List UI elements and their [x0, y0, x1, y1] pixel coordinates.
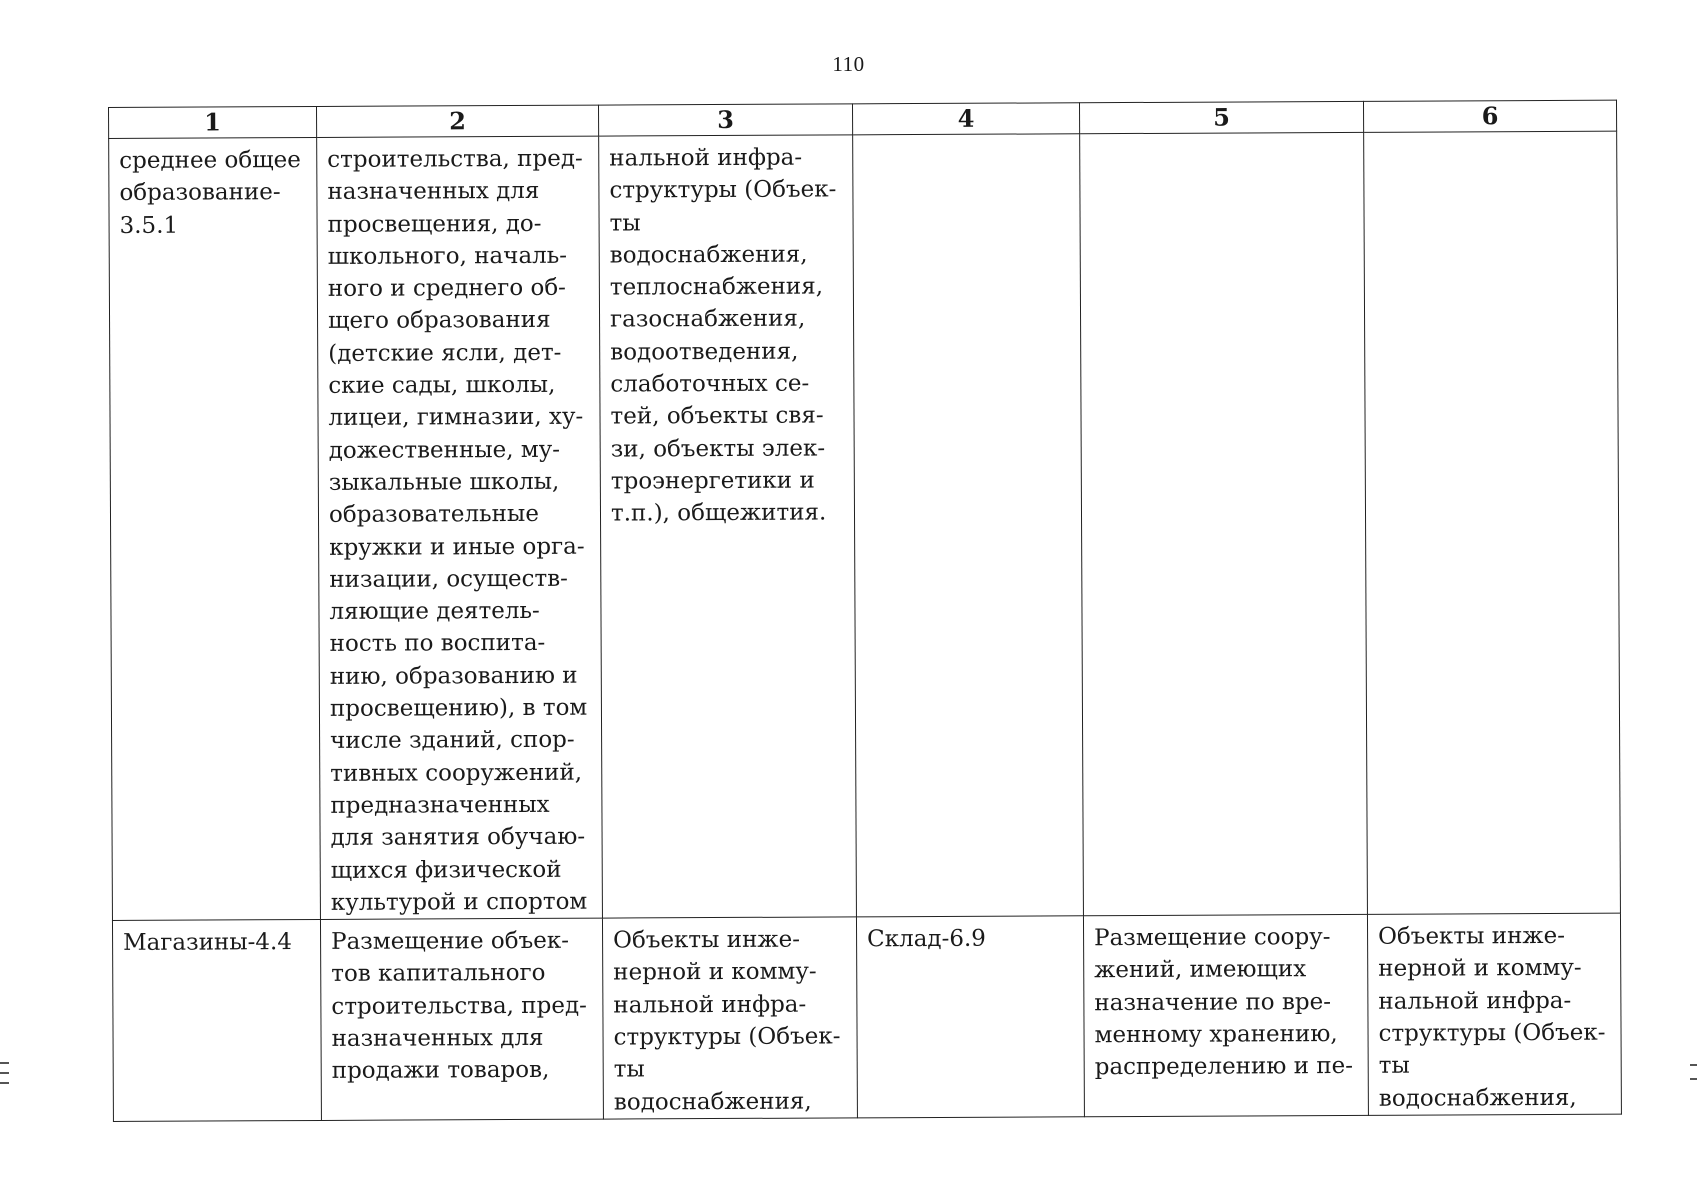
table-cell: [1367, 913, 1621, 1115]
table-cell: [1083, 914, 1368, 1116]
cell-text: Объекты инже- нерной и комму- нальной инфра- структуры (Объек- ты водоснабжения,: [613, 926, 841, 1116]
scan-artifact: [0, 1072, 9, 1074]
cell-text: Склад-6.9: [867, 925, 986, 953]
column-header: 6: [1363, 100, 1616, 132]
cell-text: среднее общее образование- 3.5.1: [119, 147, 301, 239]
table-cell: [109, 137, 321, 920]
table-cell: [320, 918, 603, 1120]
column-header: 5: [1079, 101, 1363, 133]
table-cell: [602, 917, 857, 1119]
table-cell: [1364, 131, 1621, 914]
table-container: [108, 100, 1622, 1122]
column-header: 1: [109, 106, 317, 138]
table-cell: [853, 134, 1084, 917]
table-cell: [856, 916, 1084, 1118]
page-number: 110: [832, 52, 865, 76]
column-header: 4: [852, 103, 1079, 135]
column-header: 3: [598, 104, 852, 136]
scan-artifact: [0, 1082, 9, 1084]
cell-text: [1364, 132, 1616, 139]
scan-artifact: [1690, 1078, 1697, 1080]
cell-text: Размещение объек- тов капитального строительства, пред- назначенных для продажи товаров,: [331, 927, 587, 1085]
column-header: 2: [316, 105, 598, 137]
table-row: [112, 913, 1621, 1121]
cell-text: строительства, пред- назначенных для просвещения, до- школьного, началь- ного и среднего об- щего образования (детские ясли, дет- ские сады, школы, лицеи, гимназии, ху- дожественные, му- зыкальные школы, образовательные кружки и иные орга- низации, осуществ- ляющие деятель- ность по воспита- нию, образованию и просвещению), в том числе зданий, спор- тивных сооружений, предназначенных для занятия обучаю- щихся физической культурой и спортом: [327, 145, 588, 916]
cell-text: нальной инфра- структуры (Объек- ты водоснабжения, теплоснабжения, газоснабжения, водоотведения, слаботочных се- тей, объекты свя- зи, объекты элек- троэнергетики и т.п.), общежития.: [609, 144, 837, 527]
cell-text: Объекты инже- нерной и комму- нальной инфра- структуры (Объек- ты водоснабжения,: [1378, 923, 1606, 1112]
table-cell: [112, 920, 321, 1122]
cell-text: [1080, 133, 1363, 140]
table-cell: [317, 136, 603, 919]
cell-text: Размещение соору- жений, имеющих назначение по вре- менному хранению, распределению и пе-: [1094, 924, 1354, 1081]
scan-artifact: [1690, 1064, 1697, 1066]
cell-text: Магазины-4.4: [123, 929, 293, 957]
land-use-table: [108, 100, 1622, 1122]
cell-text: [853, 134, 1079, 141]
scan-artifact: [0, 1062, 9, 1064]
table-row: [109, 131, 1621, 920]
table-cell: [599, 135, 857, 918]
table-cell: [1080, 132, 1368, 916]
